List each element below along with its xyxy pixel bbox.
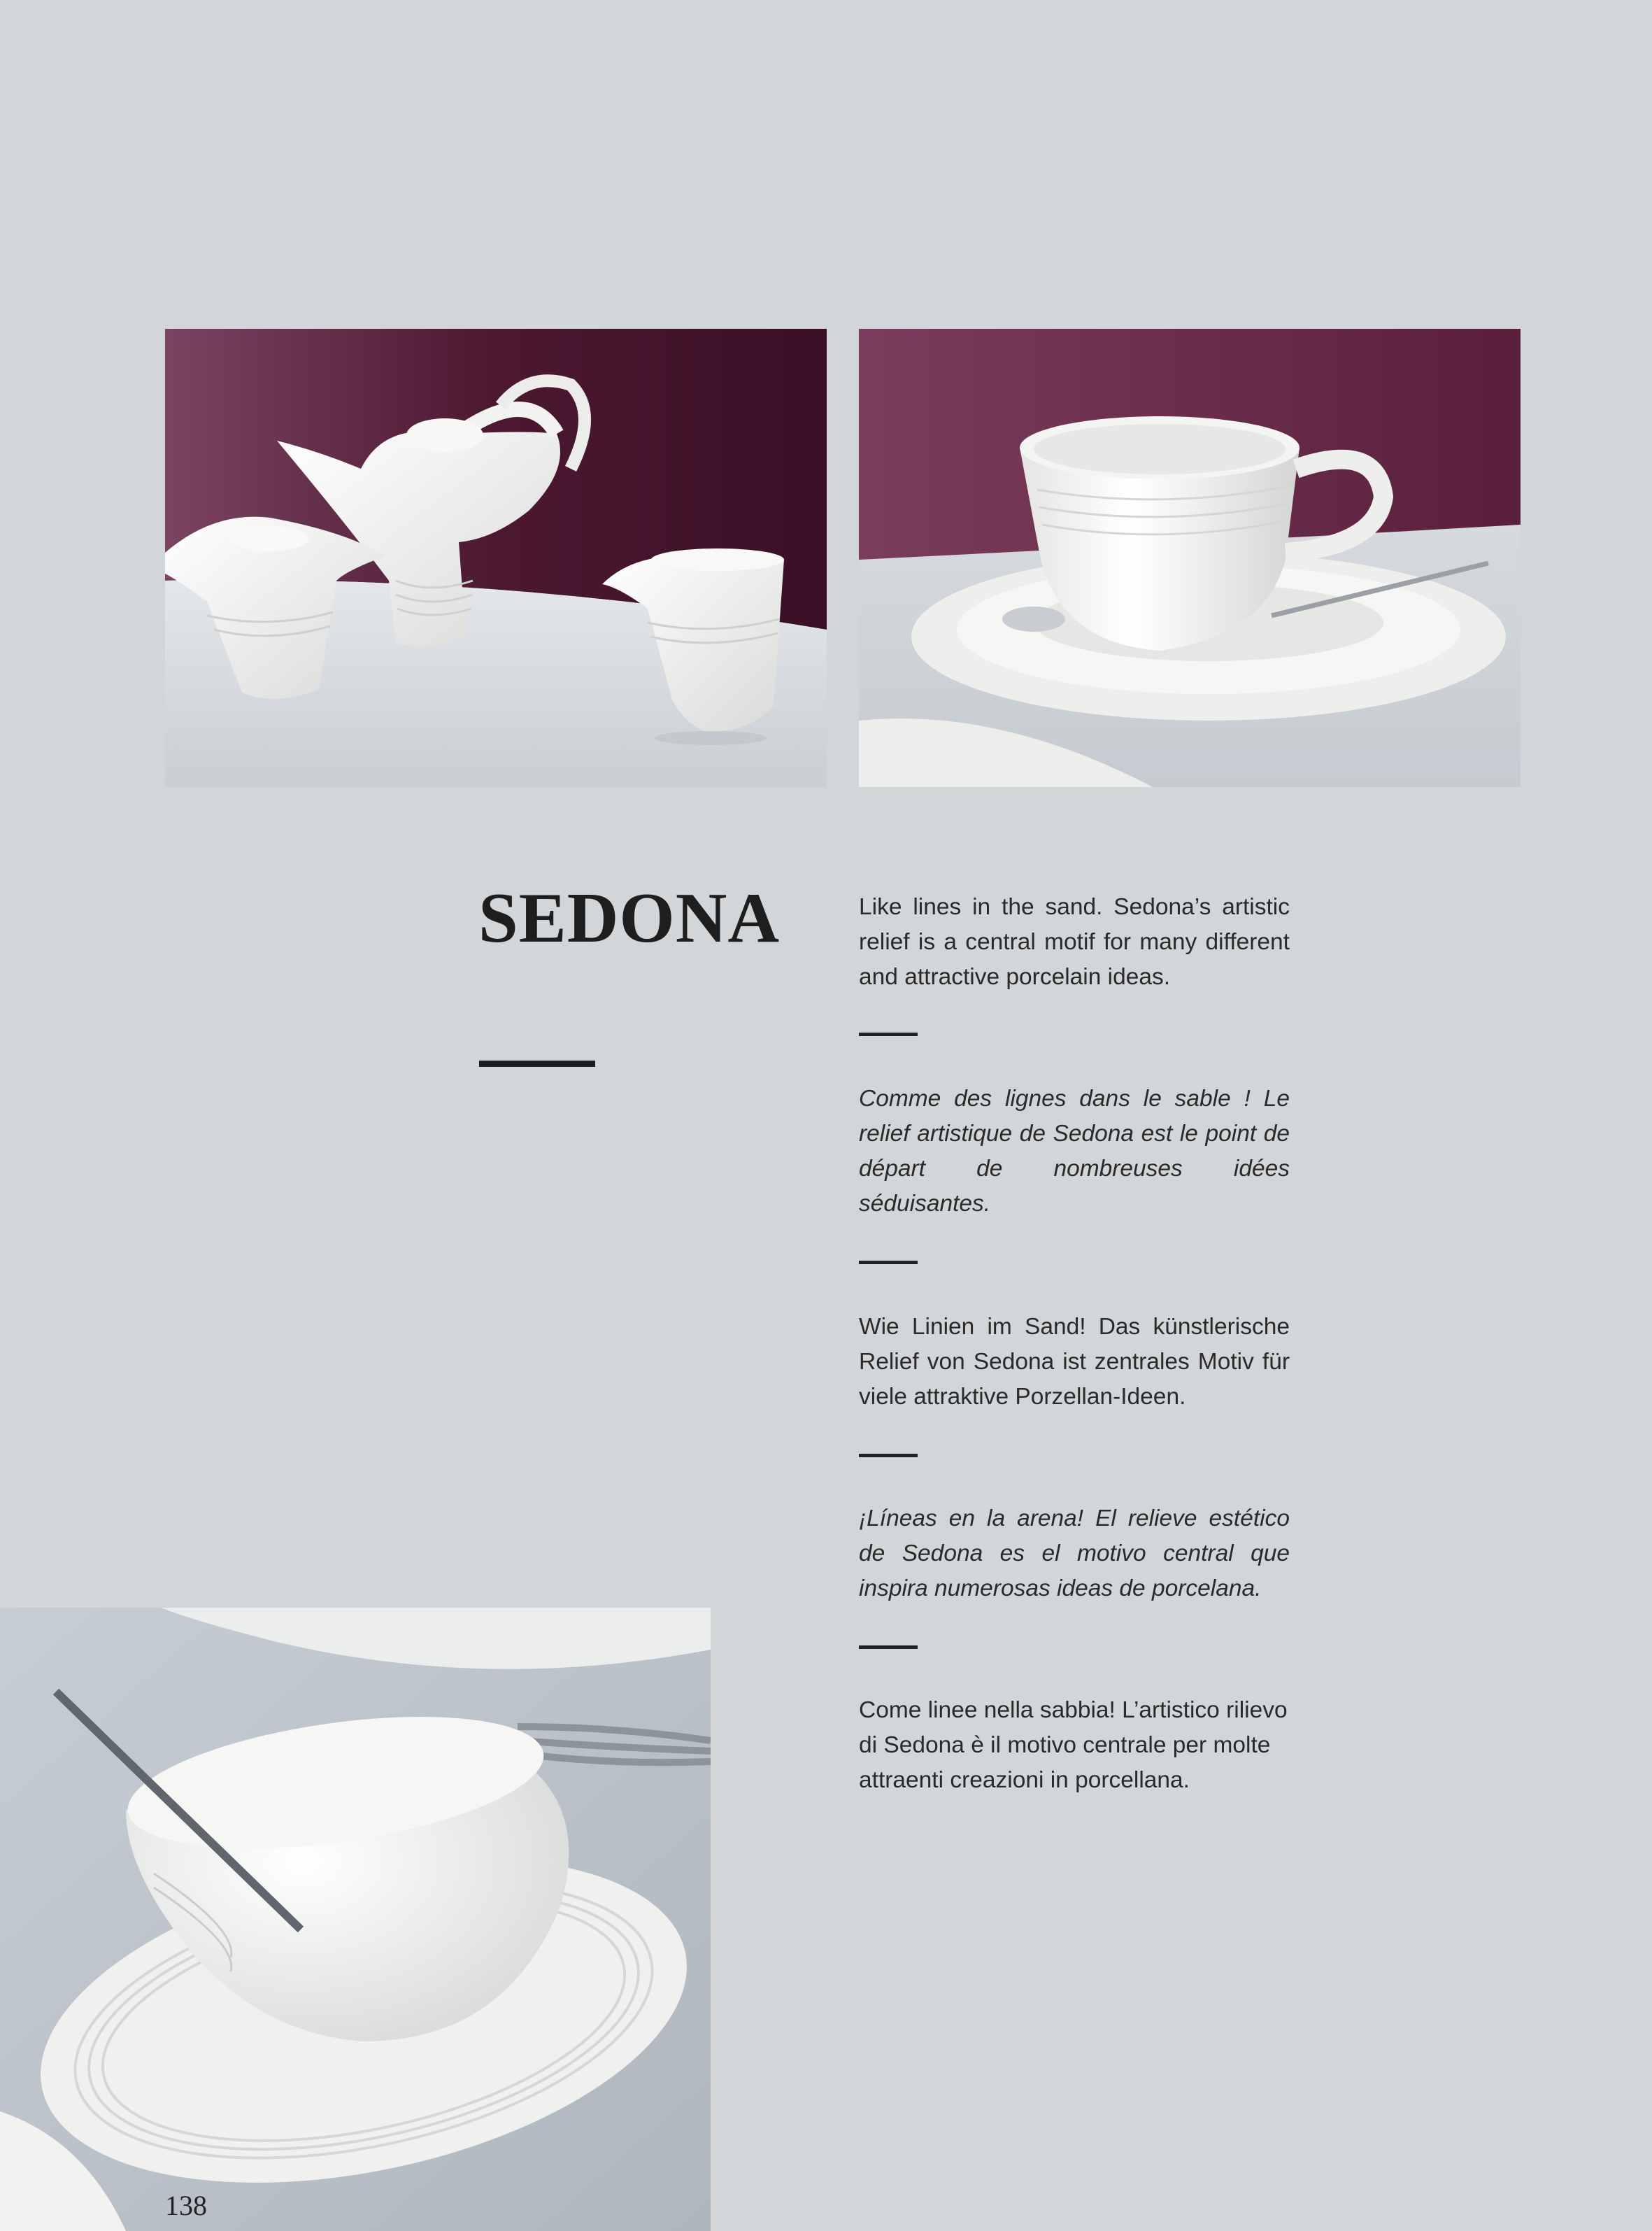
title-divider — [479, 1061, 595, 1067]
divider-1 — [859, 1033, 918, 1036]
divider-4 — [859, 1645, 918, 1649]
product-title: SEDONA — [478, 879, 781, 958]
description-es: ¡Líneas en la arena! El relieve estético de Sedona es el motivo central que inspira numerosas ideas de porcelana. — [859, 1506, 1290, 1601]
description-it: Come linee nella sabbia! L’artistico rilievo di Sedona è il motivo centrale per molte attraenti creazioni in porcellana. — [859, 1697, 1288, 1793]
description-en: Like lines in the sand. Sedona’s artistic relief is a central motif for many different and attractive porcelain ideas. — [859, 894, 1290, 990]
description-fr: Comme des lignes dans le sable ! Le relief artistique de Sedona est le point de départ de nombreuses idées séduisantes. — [859, 1086, 1290, 1217]
page-number: 138 — [165, 2190, 207, 2221]
divider-2 — [859, 1261, 918, 1264]
photo-cup-saucer — [859, 329, 1521, 787]
photo-bowl-plate — [0, 1608, 711, 2231]
photo-tea-set — [165, 329, 827, 787]
divider-3 — [859, 1454, 918, 1457]
description-de: Wie Linien im Sand! Das künstlerische Relief von Sedona ist zentrales Motiv für viele attraktive Porzellan-Ideen. — [859, 1314, 1290, 1410]
